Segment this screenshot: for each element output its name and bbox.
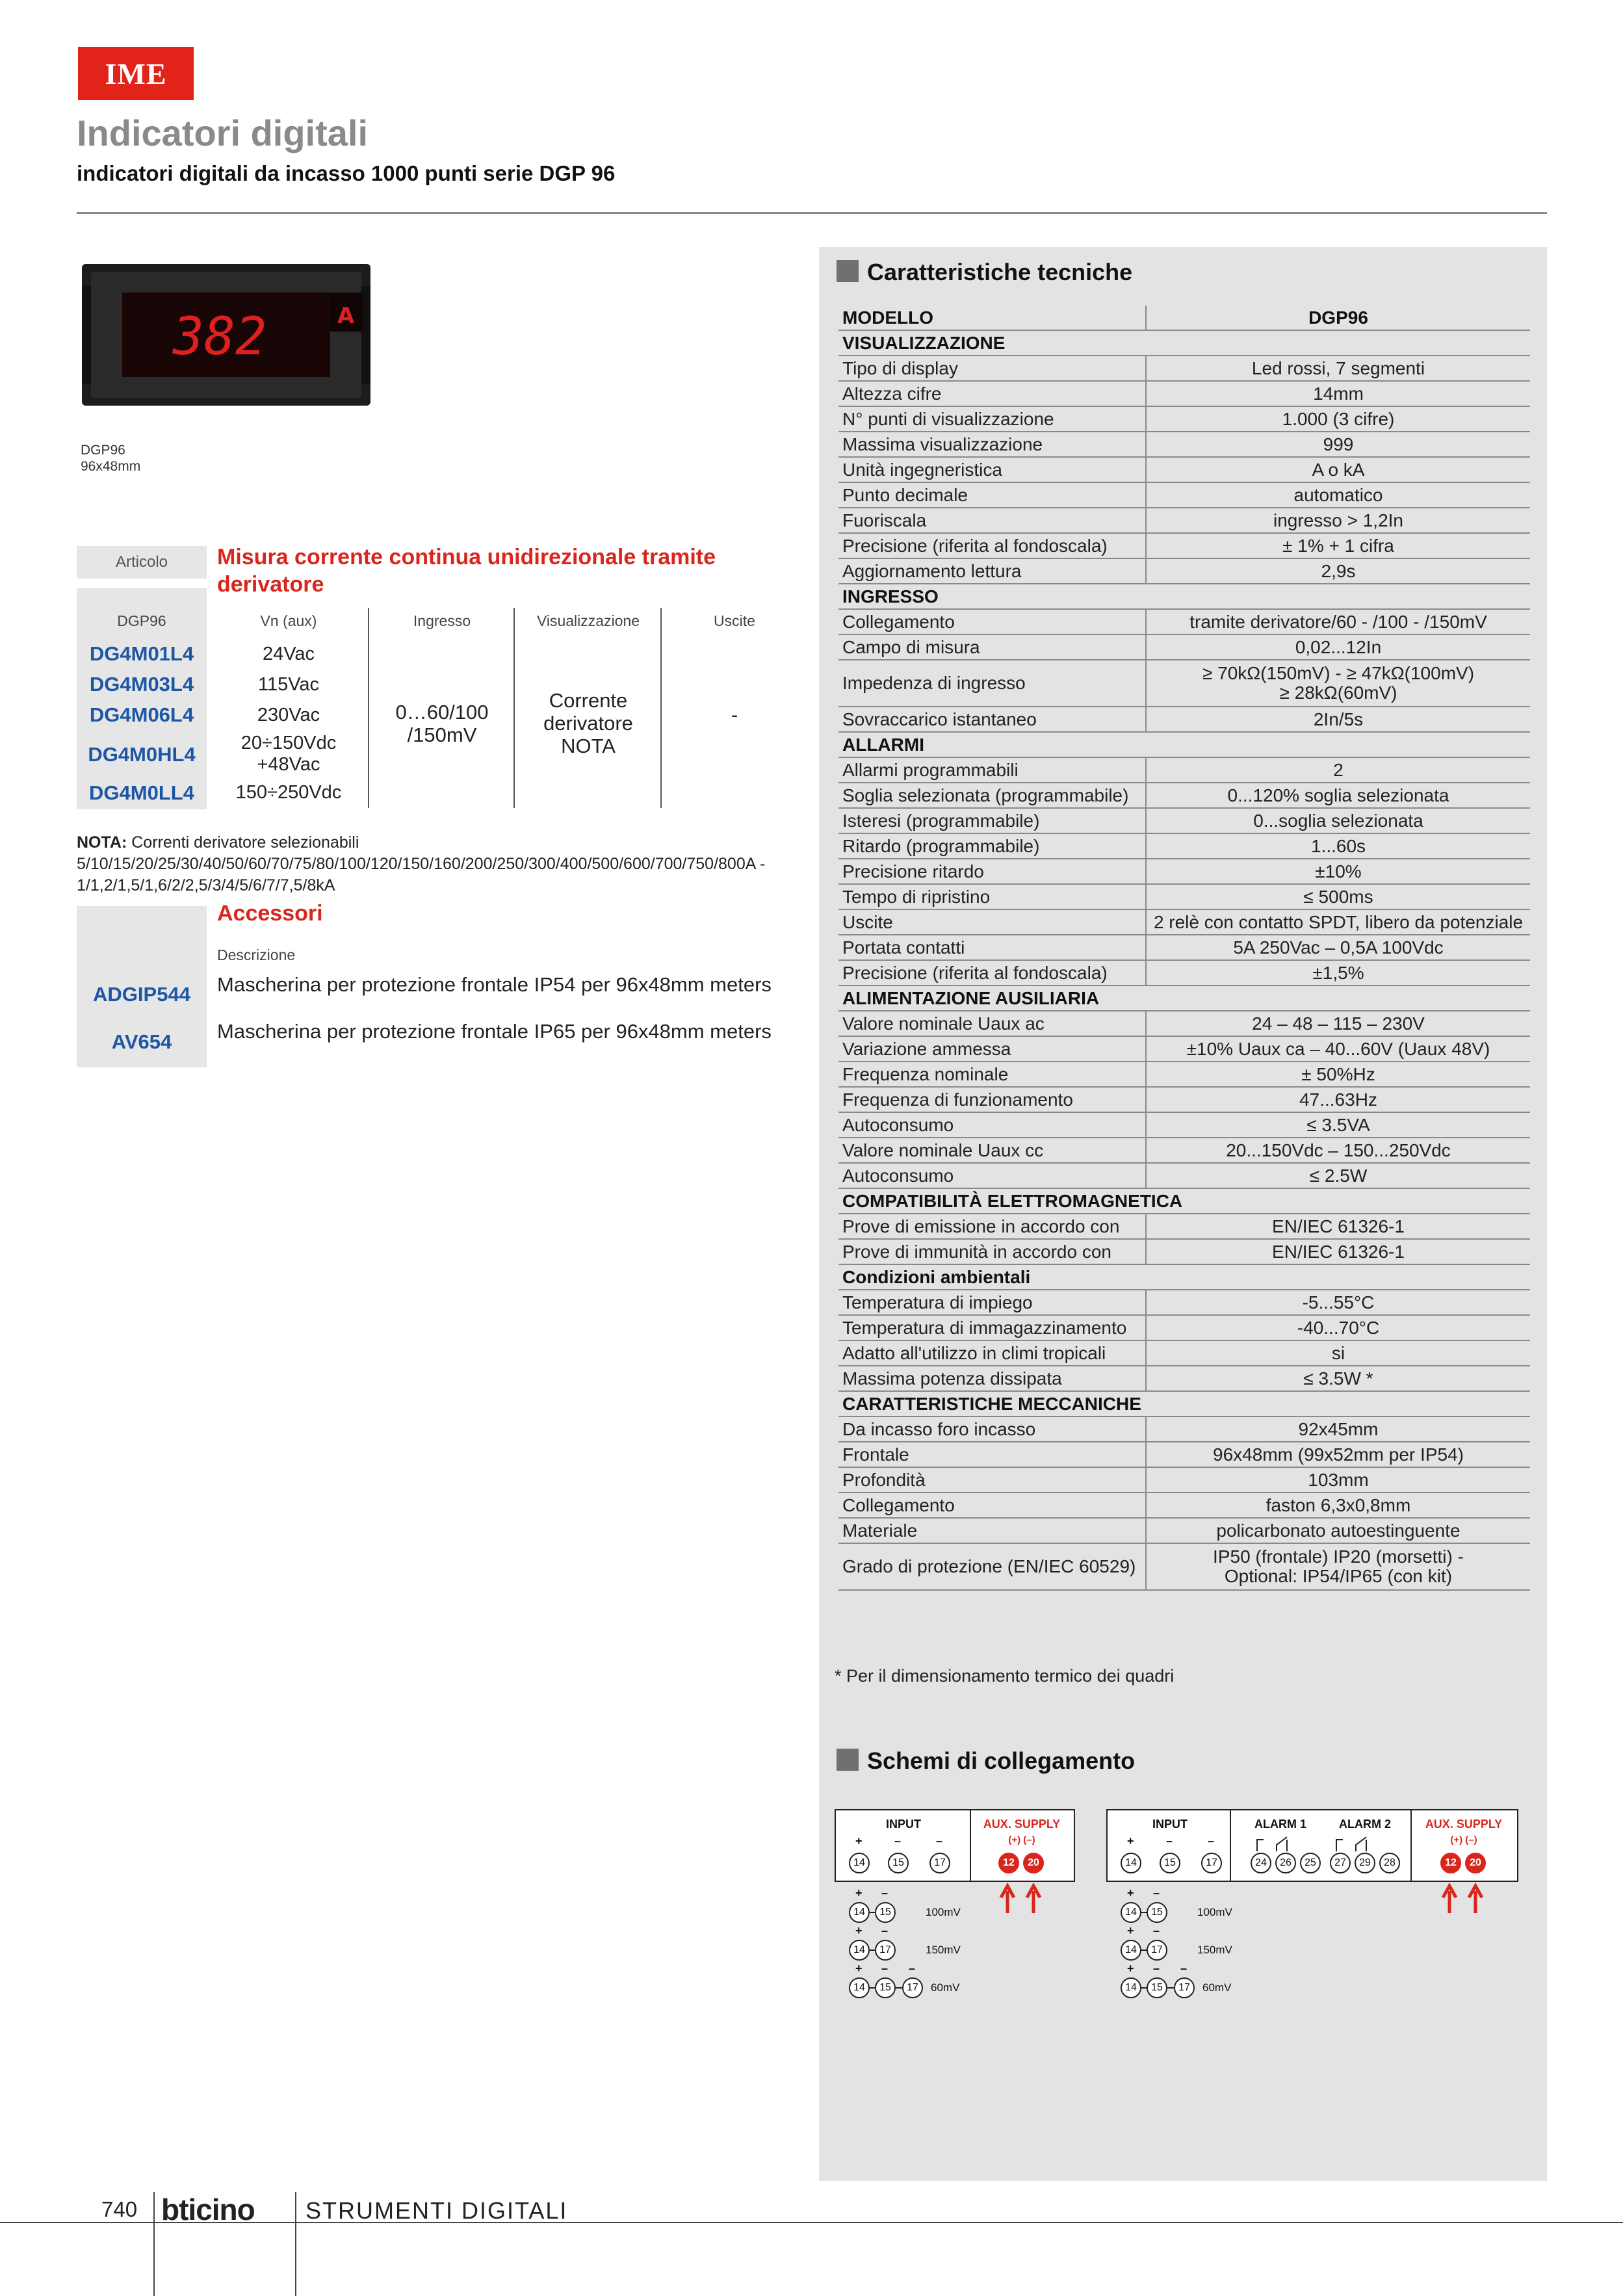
alarm1-label: ALARM 1: [1254, 1818, 1306, 1831]
footer-divider: [295, 2192, 296, 2296]
spec-section-title: CARATTERISTICHE MECCANICHE: [838, 1391, 1530, 1416]
spec-value: 24 – 48 – 115 – 230V: [1146, 1011, 1530, 1036]
header-divider: [77, 212, 1547, 214]
accessories-desc-header: Descrizione: [217, 946, 296, 963]
terminal-24: 24: [1251, 1853, 1271, 1873]
spec-value: ±1,5%: [1146, 960, 1530, 985]
spec-value: 5A 250Vac – 0,5A 100Vdc: [1146, 935, 1530, 960]
plus-sign: +: [1127, 1924, 1134, 1937]
range-60mv: 60mV: [931, 1981, 960, 1994]
specs-header-row: [838, 306, 1530, 330]
spec-row: [838, 406, 1530, 432]
spec-section-row: [838, 584, 1530, 609]
article-vn: 230Vac: [257, 705, 320, 725]
article-vn: 115Vac: [257, 674, 320, 695]
spec-value: 1...60s: [1146, 833, 1530, 859]
spec-label: Collegamento: [838, 609, 1146, 634]
spec-row: [838, 634, 1530, 660]
terminal-17: 17: [1201, 1853, 1222, 1873]
spec-section-row: [838, 1264, 1530, 1290]
terminal-17: 17: [929, 1853, 950, 1873]
spec-value: DGP96: [1146, 306, 1530, 330]
col-header-model: DGP96: [117, 612, 166, 629]
col-header-uscite: Uscite: [714, 612, 755, 629]
spec-value: 0...120% soglia selezionata: [1146, 783, 1530, 808]
plus-sign: +: [855, 1886, 863, 1899]
spec-label: Temperatura di immagazzinamento: [838, 1315, 1146, 1340]
spec-label: Autoconsumo: [838, 1163, 1146, 1188]
spec-row: [838, 609, 1530, 634]
note: [77, 832, 805, 896]
display-unit: A: [337, 303, 355, 329]
spec-value: ≤ 3.5W *: [1146, 1366, 1530, 1391]
alarm2-label: ALARM 2: [1339, 1818, 1391, 1831]
footer-brand-logo: bticino: [161, 2193, 255, 2226]
spec-label: Punto decimale: [838, 482, 1146, 508]
range-150mv: 150mV: [1197, 1944, 1232, 1956]
minus-sign: –: [936, 1834, 943, 1847]
spec-row: [838, 1416, 1530, 1442]
aux-supply-label: AUX. SUPPLY: [1425, 1818, 1503, 1831]
plus-sign: +: [1127, 1834, 1134, 1847]
spec-row: [838, 1036, 1530, 1062]
spec-section-row: [838, 330, 1530, 356]
spec-row: [838, 1518, 1530, 1543]
plus-sign: +: [855, 1962, 863, 1975]
range-60mv: 60mV: [1202, 1981, 1232, 1994]
spec-value: tramite derivatore/60 - /100 - /150mV: [1146, 609, 1530, 634]
spec-label: Sovraccarico istantaneo: [838, 707, 1146, 732]
spec-label: Adatto all'utilizzo in climi tropicali: [838, 1340, 1146, 1366]
terminal-14: 14: [1121, 1977, 1141, 1998]
terminal-28: 28: [1379, 1853, 1400, 1873]
terminal-25: 25: [1300, 1853, 1321, 1873]
spec-row: [838, 909, 1530, 935]
spec-value: A o kA: [1146, 457, 1530, 482]
relay-contacts-icon: [1248, 1833, 1410, 1853]
spec-label: Frequenza nominale: [838, 1062, 1146, 1087]
spec-label: Soglia selezionata (programmabile): [838, 783, 1146, 808]
spec-value: faston 6,3x0,8mm: [1146, 1493, 1530, 1518]
accessory-description: Mascherina per protezione frontale IP54 per 96x48mm meters: [217, 973, 772, 996]
terminal-15: 15: [888, 1853, 909, 1873]
minus-sign: –: [881, 1962, 889, 1975]
spec-label: Impedenza di ingresso: [838, 660, 1146, 707]
terminal-14: 14: [849, 1902, 870, 1923]
spec-value: 47...63Hz: [1146, 1087, 1530, 1112]
spec-value: ≥ 70kΩ(150mV) - ≥ 47kΩ(100mV) ≥ 28kΩ(60mV): [1146, 660, 1530, 707]
spec-row: [838, 707, 1530, 732]
specs-table: [838, 306, 1530, 1591]
spec-value: EN/IEC 61326-1: [1146, 1239, 1530, 1264]
plus-sign: +: [855, 1924, 863, 1937]
input-label: INPUT: [886, 1818, 921, 1831]
minus-sign: –: [894, 1834, 902, 1847]
terminal-15: 15: [1160, 1853, 1180, 1873]
photo-caption: [81, 442, 140, 475]
article-label: Articolo: [77, 546, 207, 579]
product-photo: [77, 260, 376, 410]
spec-label: Fuoriscala: [838, 508, 1146, 533]
terminal-14: 14: [849, 1940, 870, 1961]
spec-label: Precisione ritardo: [838, 859, 1146, 884]
terminal-14: 14: [1121, 1853, 1141, 1873]
spec-row: [838, 558, 1530, 584]
spec-label: Uscite: [838, 909, 1146, 935]
supply-arrows-icon: [1436, 1882, 1495, 1914]
spec-row: [838, 884, 1530, 909]
spec-value: 999: [1146, 432, 1530, 457]
spec-label: Frontale: [838, 1442, 1146, 1467]
footer-divider: [153, 2192, 155, 2296]
spec-value: 96x48mm (99x52mm per IP54): [1146, 1442, 1530, 1467]
spec-row: [838, 1087, 1530, 1112]
terminal-17: 17: [1174, 1977, 1195, 1998]
accessories-title: Accessori: [217, 901, 323, 926]
plus-sign: +: [1127, 1962, 1134, 1975]
spec-section-row: [838, 1391, 1530, 1416]
spec-row: [838, 457, 1530, 482]
spec-value: 1.000 (3 cifre): [1146, 406, 1530, 432]
spec-row: [838, 1011, 1530, 1036]
terminal-26: 26: [1275, 1853, 1296, 1873]
spec-section-title: ALLARMI: [838, 732, 1530, 757]
product-image: [77, 260, 376, 410]
terminal-17: 17: [1147, 1940, 1167, 1961]
spec-label: Portata contatti: [838, 935, 1146, 960]
spec-row: [838, 1340, 1530, 1366]
spec-label: Aggiornamento lettura: [838, 558, 1146, 584]
spec-label: Materiale: [838, 1518, 1146, 1543]
spec-label: Isteresi (programmabile): [838, 808, 1146, 833]
section-marker: [837, 1749, 859, 1771]
minus-sign: –: [1153, 1886, 1160, 1899]
terminal-15: 15: [875, 1977, 896, 1998]
spec-label: Precisione (riferita al fondoscala): [838, 533, 1146, 558]
spec-row: [838, 757, 1530, 783]
spec-row: [838, 1239, 1530, 1264]
col-header-visualizzazione: Visualizzazione: [536, 612, 640, 629]
input-label: INPUT: [1152, 1818, 1188, 1831]
spec-label: Massima visualizzazione: [838, 432, 1146, 457]
spec-row: [838, 1290, 1530, 1315]
minus-sign: –: [1166, 1834, 1173, 1847]
spec-label: Massima potenza dissipata: [838, 1366, 1146, 1391]
minus-sign: –: [881, 1886, 889, 1899]
spec-row: [838, 1366, 1530, 1391]
accessory-description: Mascherina per protezione frontale IP65 per 96x48mm meters: [217, 1020, 772, 1043]
spec-row: [838, 1442, 1530, 1467]
spec-value: si: [1146, 1340, 1530, 1366]
spec-label: Autoconsumo: [838, 1112, 1146, 1138]
spec-section-row: [838, 1188, 1530, 1214]
spec-label: Da incasso foro incasso: [838, 1416, 1146, 1442]
spec-value: -40...70°C: [1146, 1315, 1530, 1340]
spec-value: ≤ 500ms: [1146, 884, 1530, 909]
spec-label: Variazione ammessa: [838, 1036, 1146, 1062]
spec-label: Profondità: [838, 1467, 1146, 1493]
spec-row: [838, 1214, 1530, 1239]
spec-row: [838, 783, 1530, 808]
spec-value: 2,9s: [1146, 558, 1530, 584]
spec-section-title: VISUALIZZAZIONE: [838, 330, 1530, 356]
article-code: DG4M0HL4: [88, 743, 196, 766]
minus-sign: –: [881, 1924, 889, 1937]
spec-value: ±10% Uaux ca – 40...60V (Uaux 48V): [1146, 1036, 1530, 1062]
spec-label: Frequenza di funzionamento: [838, 1087, 1146, 1112]
plus-sign: +: [855, 1834, 863, 1847]
terminal-15: 15: [1147, 1977, 1167, 1998]
footer-section: STRUMENTI DIGITALI: [305, 2197, 568, 2224]
spec-row: [838, 1163, 1530, 1188]
terminal-17: 17: [902, 1977, 923, 1998]
spec-value: ± 1% + 1 cifra: [1146, 533, 1530, 558]
spec-row: [838, 1315, 1530, 1340]
spec-label: Precisione (riferita al fondoscala): [838, 960, 1146, 985]
terminal-12: 12: [998, 1853, 1019, 1873]
spec-row: [838, 1467, 1530, 1493]
page-number: 740: [101, 2197, 138, 2221]
spec-row: [838, 808, 1530, 833]
range-150mv: 150mV: [926, 1944, 961, 1956]
spec-value: 14mm: [1146, 381, 1530, 406]
spec-row: [838, 482, 1530, 508]
spec-row: [838, 859, 1530, 884]
spec-label: N° punti di visualizzazione: [838, 406, 1146, 432]
spec-row: [838, 1493, 1530, 1518]
spec-section-row: [838, 732, 1530, 757]
spec-value: policarbonato autoestinguente: [1146, 1518, 1530, 1543]
terminal-27: 27: [1330, 1853, 1351, 1873]
spec-value: ingresso > 1,2In: [1146, 508, 1530, 533]
aux-polarity: (+) (–): [1450, 1834, 1477, 1846]
spec-row: [838, 1543, 1530, 1590]
spec-row: [838, 1138, 1530, 1163]
terminal-20: 20: [1465, 1853, 1486, 1873]
specs-footnote: * Per il dimensionamento termico dei quadri: [835, 1666, 1175, 1686]
spec-row: [838, 508, 1530, 533]
aux-polarity: (+) (–): [1008, 1834, 1035, 1846]
column-divider: [368, 608, 369, 808]
spec-value: ≤ 3.5VA: [1146, 1112, 1530, 1138]
specs-title: Caratteristiche tecniche: [867, 259, 1133, 285]
spec-label: Temperatura di impiego: [838, 1290, 1146, 1315]
terminal-15: 15: [1147, 1902, 1167, 1923]
spec-value: ±10%: [1146, 859, 1530, 884]
spec-value: ± 50%Hz: [1146, 1062, 1530, 1087]
spec-section-title: ALIMENTAZIONE AUSILIARIA: [838, 985, 1530, 1011]
spec-value: 20...150Vdc – 150...250Vdc: [1146, 1138, 1530, 1163]
terminal-20: 20: [1023, 1853, 1044, 1873]
spec-value: automatico: [1146, 482, 1530, 508]
minus-sign: –: [1153, 1962, 1160, 1975]
spec-label: Ritardo (programmabile): [838, 833, 1146, 859]
terminal-29: 29: [1355, 1853, 1375, 1873]
plus-sign: +: [1127, 1886, 1134, 1899]
spec-value: 92x45mm: [1146, 1416, 1530, 1442]
minus-sign: –: [1153, 1924, 1160, 1937]
spec-row: [838, 935, 1530, 960]
spec-label: Grado di protezione (EN/IEC 60529): [838, 1543, 1146, 1590]
spec-label: Valore nominale Uaux cc: [838, 1138, 1146, 1163]
spec-section-title: INGRESSO: [838, 584, 1530, 609]
article-visualizzazione: Corrente derivatore NOTA: [543, 689, 633, 757]
article-uscite: -: [731, 703, 738, 726]
section-marker: [837, 260, 859, 282]
spec-row: [838, 960, 1530, 985]
spec-row: [838, 381, 1530, 406]
spec-section-title: COMPATIBILITÀ ELETTROMAGNETICA: [838, 1188, 1530, 1214]
spec-value: 2: [1146, 757, 1530, 783]
schemes-title: Schemi di collegamento: [867, 1747, 1136, 1774]
article-ingresso: 0…60/100 /150mV: [395, 701, 489, 746]
terminal-14: 14: [849, 1977, 870, 1998]
spec-label: Campo di misura: [838, 634, 1146, 660]
spec-row: [838, 833, 1530, 859]
range-100mv: 100mV: [1197, 1906, 1232, 1918]
minus-sign: –: [909, 1962, 916, 1975]
article-code: DG4M0LL4: [89, 781, 194, 804]
terminal-15: 15: [875, 1902, 896, 1923]
minus-sign: –: [1208, 1834, 1215, 1847]
terminal-14: 14: [849, 1853, 870, 1873]
spec-value: Led rossi, 7 segmenti: [1146, 356, 1530, 381]
brand-logo: IME: [78, 47, 194, 100]
caption-model: DGP96: [81, 443, 125, 458]
terminal-12: 12: [1440, 1853, 1461, 1873]
article-vn: 20÷150Vdc +48Vac: [240, 733, 337, 775]
note-text: Correnti derivatore selezionabili 5/10/15/20/25/30/40/50/60/70/75/80/100/120/150/160/200/250/300/400/500/600/700/750/800A - 1/1,2/1,5/1,6/2/2,5/3/4/5/6/7/7,5/8kA: [77, 833, 766, 894]
spec-label: Altezza cifre: [838, 381, 1146, 406]
terminal-17: 17: [875, 1940, 896, 1961]
spec-label: Tempo di ripristino: [838, 884, 1146, 909]
caption-size: 96x48mm: [81, 459, 141, 474]
article-code: DG4M06L4: [89, 703, 194, 726]
spec-value: 0...soglia selezionata: [1146, 808, 1530, 833]
spec-label: Prove di immunità in accordo con: [838, 1239, 1146, 1264]
terminal-14: 14: [1121, 1902, 1141, 1923]
spec-label: Valore nominale Uaux ac: [838, 1011, 1146, 1036]
accessory-code: AV654: [111, 1030, 172, 1053]
aux-supply-label: AUX. SUPPLY: [983, 1818, 1061, 1831]
article-code: DG4M01L4: [89, 642, 194, 665]
spec-value: IP50 (frontale) IP20 (morsetti) - Optional: IP54/IP65 (con kit): [1146, 1543, 1530, 1590]
spec-value: ≤ 2.5W: [1146, 1163, 1530, 1188]
spec-value: 0,02...12In: [1146, 634, 1530, 660]
block-divider: [1230, 1810, 1231, 1881]
spec-label: Allarmi programmabili: [838, 757, 1146, 783]
note-label: NOTA:: [77, 833, 127, 852]
spec-row: [838, 1062, 1530, 1087]
terminal-14: 14: [1121, 1940, 1141, 1961]
spec-label: Collegamento: [838, 1493, 1146, 1518]
spec-label: MODELLO: [838, 306, 1146, 330]
spec-section-row: [838, 985, 1530, 1011]
display-digits: 382: [172, 306, 267, 367]
supply-arrows-icon: [994, 1882, 1053, 1914]
spec-row: [838, 533, 1530, 558]
accessory-code: ADGIP544: [93, 983, 190, 1006]
spec-value: 103mm: [1146, 1467, 1530, 1493]
spec-label: Tipo di display: [838, 356, 1146, 381]
spec-row: [838, 356, 1530, 381]
spec-section-title: Condizioni ambientali: [838, 1264, 1530, 1290]
minus-sign: –: [1180, 1962, 1188, 1975]
page-title: Indicatori digitali: [77, 112, 369, 153]
spec-value: -5...55°C: [1146, 1290, 1530, 1315]
spec-row: [838, 1112, 1530, 1138]
article-vn: 24Vac: [262, 644, 315, 664]
spec-row: [838, 432, 1530, 457]
spec-value: 2 relè con contatto SPDT, libero da potenziale: [1146, 909, 1530, 935]
col-header-ingresso: Ingresso: [413, 612, 471, 629]
spec-label: Unità ingegneristica: [838, 457, 1146, 482]
page-subtitle: indicatori digitali da incasso 1000 punti serie DGP 96: [77, 161, 616, 185]
spec-value: EN/IEC 61326-1: [1146, 1214, 1530, 1239]
article-vn: 150÷250Vdc: [235, 782, 342, 803]
article-title: Misura corrente continua unidirezionale tramite derivatore: [217, 545, 716, 597]
spec-label: Prove di emissione in accordo con: [838, 1214, 1146, 1239]
article-code: DG4M03L4: [89, 673, 194, 696]
col-header-vn: Vn (aux): [260, 612, 317, 629]
range-100mv: 100mV: [926, 1906, 961, 1918]
spec-row: [838, 660, 1530, 707]
spec-value: 2In/5s: [1146, 707, 1530, 732]
